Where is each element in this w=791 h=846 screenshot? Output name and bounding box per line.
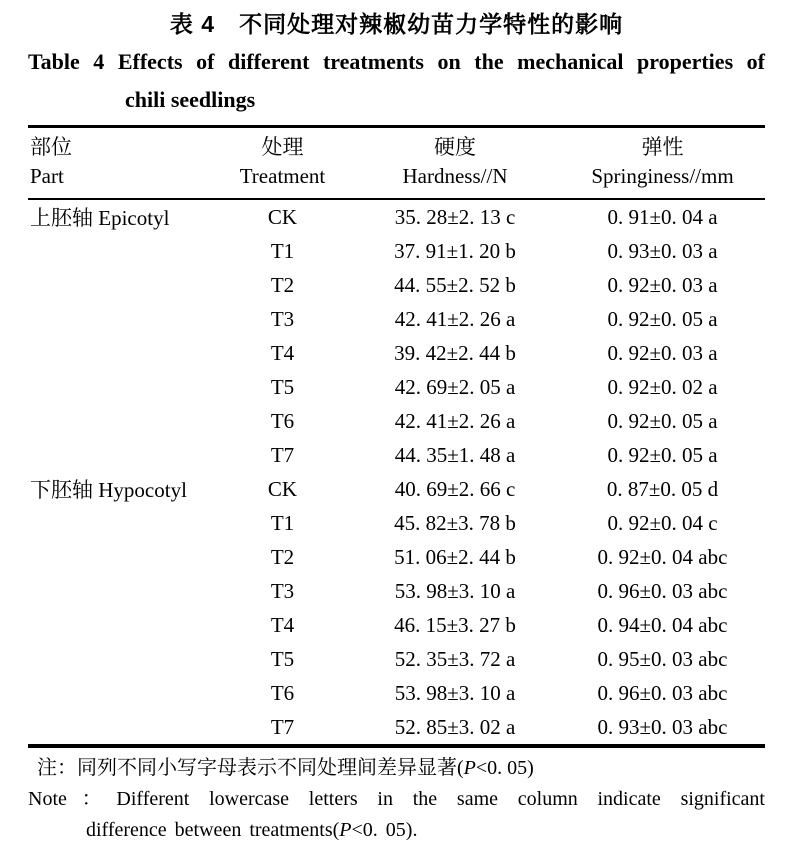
springiness-cell: 0. 87±0. 05 d xyxy=(606,476,719,501)
col-header-springiness xyxy=(560,127,765,200)
hardness-cell: 42. 41±2. 26 a xyxy=(394,306,516,331)
part-cell: 下胚轴 Hypocotyl xyxy=(30,478,187,502)
col-header-hardness xyxy=(350,127,560,200)
hardness-cell: 39. 42±2. 44 b xyxy=(394,340,516,365)
springiness-cell: 0. 92±0. 03 a xyxy=(607,272,718,297)
hardness-cell: 44. 35±1. 48 a xyxy=(394,442,516,467)
header-row xyxy=(28,127,765,200)
treatment-cell: T1 xyxy=(270,238,295,263)
treatment-cell: T1 xyxy=(270,510,295,535)
col-header-treatment-zh: 处理 xyxy=(261,135,304,159)
col-header-springiness-zh: 弹性 xyxy=(641,135,684,159)
springiness-cell: 0. 96±0. 03 abc xyxy=(597,578,728,603)
note-zh xyxy=(28,753,765,784)
hardness-cell: 45. 82±3. 78 b xyxy=(394,510,516,535)
hardness-cell: 53. 98±3. 10 a xyxy=(394,680,516,705)
table-row xyxy=(28,234,765,268)
springiness-cell: 0. 92±0. 03 a xyxy=(607,340,718,365)
springiness-cell: 0. 92±0. 04 abc xyxy=(597,544,728,569)
col-header-part-en: Part xyxy=(30,164,64,188)
col-header-treatment xyxy=(215,127,350,200)
table-row xyxy=(28,438,765,472)
treatment-cell: T2 xyxy=(270,544,295,569)
table-title-en-line2: chili seedlings xyxy=(125,87,256,112)
springiness-cell: 0. 96±0. 03 abc xyxy=(597,680,728,705)
treatment-cell: T3 xyxy=(270,578,295,603)
table-row xyxy=(28,676,765,710)
springiness-cell: 0. 95±0. 03 abc xyxy=(597,646,728,671)
springiness-cell: 0. 92±0. 02 a xyxy=(607,374,718,399)
table-row xyxy=(28,506,765,540)
note-zh-text: 注：同列不同小写字母表示不同处理间差异显著( xyxy=(37,757,464,779)
table-title-zh: 表 4 不同处理对辣椒幼苗力学特性的影响 xyxy=(169,11,624,37)
treatment-cell: T2 xyxy=(270,272,295,297)
col-header-hardness-zh: 硬度 xyxy=(434,135,476,159)
hardness-cell: 53. 98±3. 10 a xyxy=(394,578,516,603)
part-cell xyxy=(28,438,215,472)
hardness-cell: 40. 69±2. 66 c xyxy=(394,476,516,501)
hardness-cell: 37. 91±1. 20 b xyxy=(394,238,516,263)
part-cell xyxy=(28,642,215,676)
table-header xyxy=(28,127,765,200)
col-header-part xyxy=(28,127,215,200)
treatment-cell: CK xyxy=(267,204,298,229)
note-en-text: difference between treatments( xyxy=(86,819,340,841)
note-en-line1: Note：Different lowercase letters in the same column indicate significant xyxy=(28,788,765,810)
springiness-cell: 0. 92±0. 05 a xyxy=(607,306,718,331)
table-row xyxy=(28,608,765,642)
springiness-cell: 0. 94±0. 04 abc xyxy=(597,612,728,637)
hardness-cell: 46. 15±3. 27 b xyxy=(394,612,516,637)
col-header-part-zh: 部位 xyxy=(30,135,72,159)
hardness-cell: 35. 28±2. 13 c xyxy=(394,204,516,229)
table-row xyxy=(28,370,765,404)
table-title-en-line1: Table 4 Effects of different treatments on the mechanical properties of xyxy=(28,49,765,74)
col-header-treatment-en: Treatment xyxy=(239,164,326,188)
part-cell xyxy=(28,676,215,710)
treatment-cell: T7 xyxy=(270,442,295,467)
part-cell xyxy=(28,370,215,404)
springiness-cell: 0. 92±0. 05 a xyxy=(607,408,718,433)
treatment-cell: T5 xyxy=(270,374,295,399)
part-cell xyxy=(28,574,215,608)
col-header-springiness-en: Springiness//mm xyxy=(591,164,734,188)
part-cell: 上胚轴 Epicotyl xyxy=(30,206,170,230)
table-row xyxy=(28,336,765,370)
note-en-line2 xyxy=(86,815,765,846)
springiness-cell: 0. 93±0. 03 abc xyxy=(597,714,728,739)
table-body xyxy=(28,199,765,746)
treatment-cell: T6 xyxy=(270,408,295,433)
treatment-cell: T7 xyxy=(270,714,295,739)
col-header-hardness-en: Hardness//N xyxy=(402,164,508,188)
springiness-cell: 0. 92±0. 04 c xyxy=(607,510,718,535)
treatment-cell: T4 xyxy=(270,340,295,365)
table-row xyxy=(28,642,765,676)
springiness-cell: 0. 93±0. 03 a xyxy=(607,238,718,263)
part-cell xyxy=(28,506,215,540)
treatment-cell: T6 xyxy=(270,680,295,705)
hardness-cell: 51. 06±2. 44 b xyxy=(394,544,516,569)
part-cell xyxy=(28,302,215,336)
springiness-cell: 0. 92±0. 05 a xyxy=(607,442,718,467)
table-row xyxy=(28,268,765,302)
table-row xyxy=(28,710,765,746)
part-cell xyxy=(28,234,215,268)
note-en-pvalue: <0. 05). xyxy=(351,819,418,841)
hardness-cell: 42. 41±2. 26 a xyxy=(394,408,516,433)
table-row xyxy=(28,540,765,574)
table-row xyxy=(28,574,765,608)
hardness-cell: 52. 85±3. 02 a xyxy=(394,714,516,739)
treatment-cell: T3 xyxy=(270,306,295,331)
table-notes xyxy=(28,753,765,846)
springiness-cell: 0. 91±0. 04 a xyxy=(607,204,718,229)
table-row xyxy=(28,472,765,506)
table-row xyxy=(28,404,765,438)
note-en-p-symbol: P xyxy=(339,819,352,841)
part-cell xyxy=(28,268,215,302)
treatment-cell: T4 xyxy=(270,612,295,637)
mechanical-properties-table xyxy=(28,125,765,748)
treatment-cell: CK xyxy=(267,476,298,501)
part-cell xyxy=(28,710,215,746)
hardness-cell: 44. 55±2. 52 b xyxy=(394,272,516,297)
hardness-cell: 42. 69±2. 05 a xyxy=(394,374,516,399)
part-cell xyxy=(28,540,215,574)
part-cell xyxy=(28,336,215,370)
part-cell xyxy=(28,404,215,438)
table-row xyxy=(28,302,765,336)
part-cell xyxy=(28,608,215,642)
note-zh-p-symbol: P xyxy=(463,757,476,779)
treatment-cell: T5 xyxy=(270,646,295,671)
hardness-cell: 52. 35±3. 72 a xyxy=(394,646,516,671)
table-row xyxy=(28,199,765,234)
note-zh-pvalue: <0. 05) xyxy=(475,757,534,779)
